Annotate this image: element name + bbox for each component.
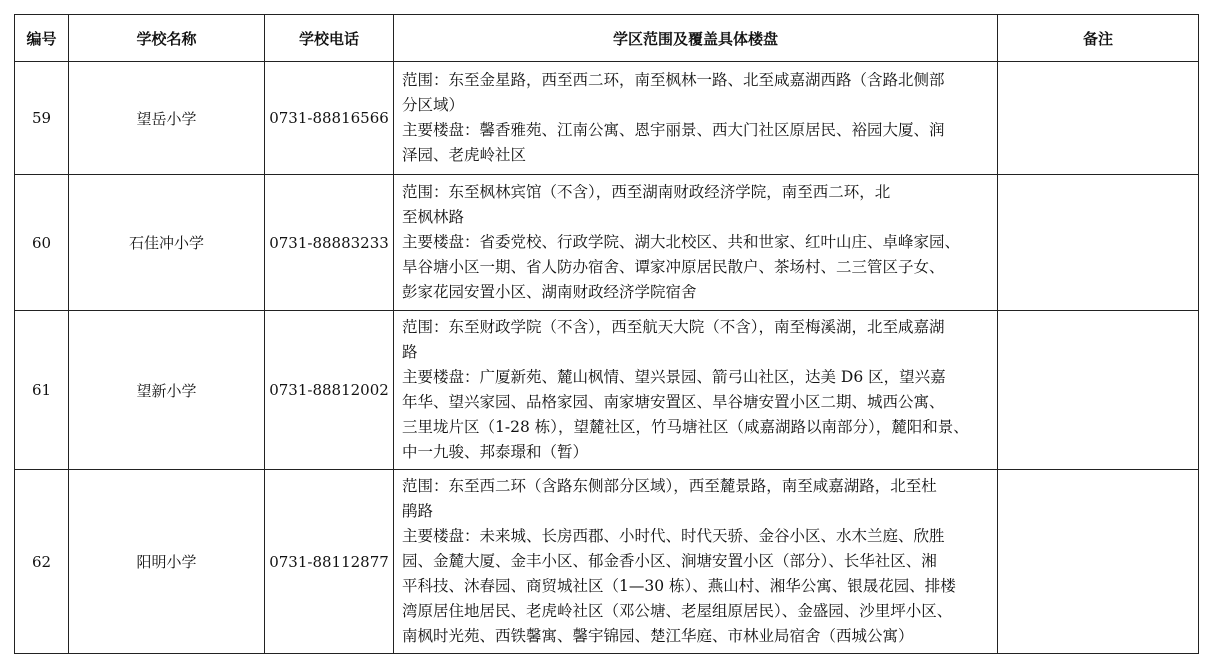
coverage-line: 园、金麓大厦、金丰小区、郁金香小区、涧塘安置小区（部分）、长华社区、湘 xyxy=(402,552,937,570)
coverage-line: 主要楼盘：广厦新苑、麓山枫情、望兴景园、箭弓山社区，达美 D6 区，望兴嘉 xyxy=(402,368,946,386)
coverage-line: 路 xyxy=(402,343,418,361)
school-phone: 0731-88112877 xyxy=(265,470,394,654)
coverage-cell xyxy=(394,470,998,654)
school-district-table xyxy=(14,14,1199,654)
remarks-cell xyxy=(998,470,1199,654)
coverage-line: 年华、望兴家园、品格家园、南家塘安置区、旱谷塘安置小区二期、城西公寓、 xyxy=(402,393,945,411)
coverage-line: 主要楼盘：未来城、长房西郡、小时代、时代天骄、金谷小区、水木兰庭、欣胜 xyxy=(402,527,945,545)
school-phone: 0731-88816566 xyxy=(265,62,394,175)
table-row xyxy=(15,470,1199,654)
school-phone: 0731-88883233 xyxy=(265,175,394,311)
school-name: 望岳小学 xyxy=(69,62,265,175)
coverage-cell xyxy=(394,311,998,470)
coverage-line: 平科技、沐春园、商贸城社区（1—30 栋）、燕山村、湘华公寓、银晟花园、排楼 xyxy=(402,577,956,595)
header-coverage: 学区范围及覆盖具体楼盘 xyxy=(394,15,998,62)
school-name: 阳明小学 xyxy=(69,470,265,654)
coverage-line: 范围：东至金星路，西至西二环，南至枫林一路、北至咸嘉湖西路（含路北侧部 xyxy=(402,71,945,89)
row-num: 59 xyxy=(15,62,69,175)
table-row xyxy=(15,175,1199,311)
coverage-line: 范围：东至财政学院（不含），西至航天大院（不含），南至梅溪湖，北至咸嘉湖 xyxy=(402,318,945,336)
coverage-line: 南枫时光苑、西铁馨寓、馨宇锦园、楚江华庭、市林业局宿舍（西城公寓） xyxy=(402,627,914,645)
coverage-line: 湾原居住地居民、老虎岭社区（邓公塘、老屋组原居民）、金盛园、沙里坪小区、 xyxy=(402,602,953,620)
coverage-line: 分区域） xyxy=(402,96,465,114)
school-name: 望新小学 xyxy=(69,311,265,470)
row-num: 60 xyxy=(15,175,69,311)
header-row xyxy=(15,15,1199,62)
header-num: 编号 xyxy=(15,15,69,62)
school-phone: 0731-88812002 xyxy=(265,311,394,470)
school-name: 石佳冲小学 xyxy=(69,175,265,311)
remarks-cell xyxy=(998,62,1199,175)
coverage-line: 鹃路 xyxy=(402,502,434,520)
coverage-line: 泽园、老虎岭社区 xyxy=(402,146,527,164)
header-phone: 学校电话 xyxy=(265,15,394,62)
remarks-cell xyxy=(998,311,1199,470)
row-num: 61 xyxy=(15,311,69,470)
header-remarks: 备注 xyxy=(998,15,1199,62)
coverage-line: 三里垅片区（1-28 栋），望麓社区，竹马塘社区（咸嘉湖路以南部分），麓阳和景、 xyxy=(402,418,969,436)
remarks-cell xyxy=(998,175,1199,311)
coverage-line: 至枫林路 xyxy=(402,208,465,226)
table-row xyxy=(15,62,1199,175)
coverage-cell xyxy=(394,62,998,175)
coverage-line: 主要楼盘：馨香雅苑、江南公寓、恩宇丽景、西大门社区原居民、裕园大厦、润 xyxy=(402,121,945,139)
table-row xyxy=(15,311,1199,470)
coverage-line: 旱谷塘小区一期、省人防办宿舍、谭家冲原居民散户、茶场村、二三管区子女、 xyxy=(402,258,945,276)
header-school-name: 学校名称 xyxy=(69,15,265,62)
row-num: 62 xyxy=(15,470,69,654)
coverage-line: 范围：东至枫林宾馆（不含），西至湖南财政经济学院，南至西二环，北 xyxy=(402,183,891,201)
coverage-line: 范围：东至西二环（含路东侧部分区域），西至麓景路，南至咸嘉湖路，北至杜 xyxy=(402,477,937,495)
coverage-cell xyxy=(394,175,998,311)
coverage-line: 中一九骏、邦泰璟和（暂） xyxy=(402,443,589,461)
coverage-line: 彭家花园安置小区、湖南财政经济学院宿舍 xyxy=(402,283,697,301)
coverage-line: 主要楼盘：省委党校、行政学院、湖大北校区、共和世家、红叶山庄、卓峰家园、 xyxy=(402,233,961,251)
